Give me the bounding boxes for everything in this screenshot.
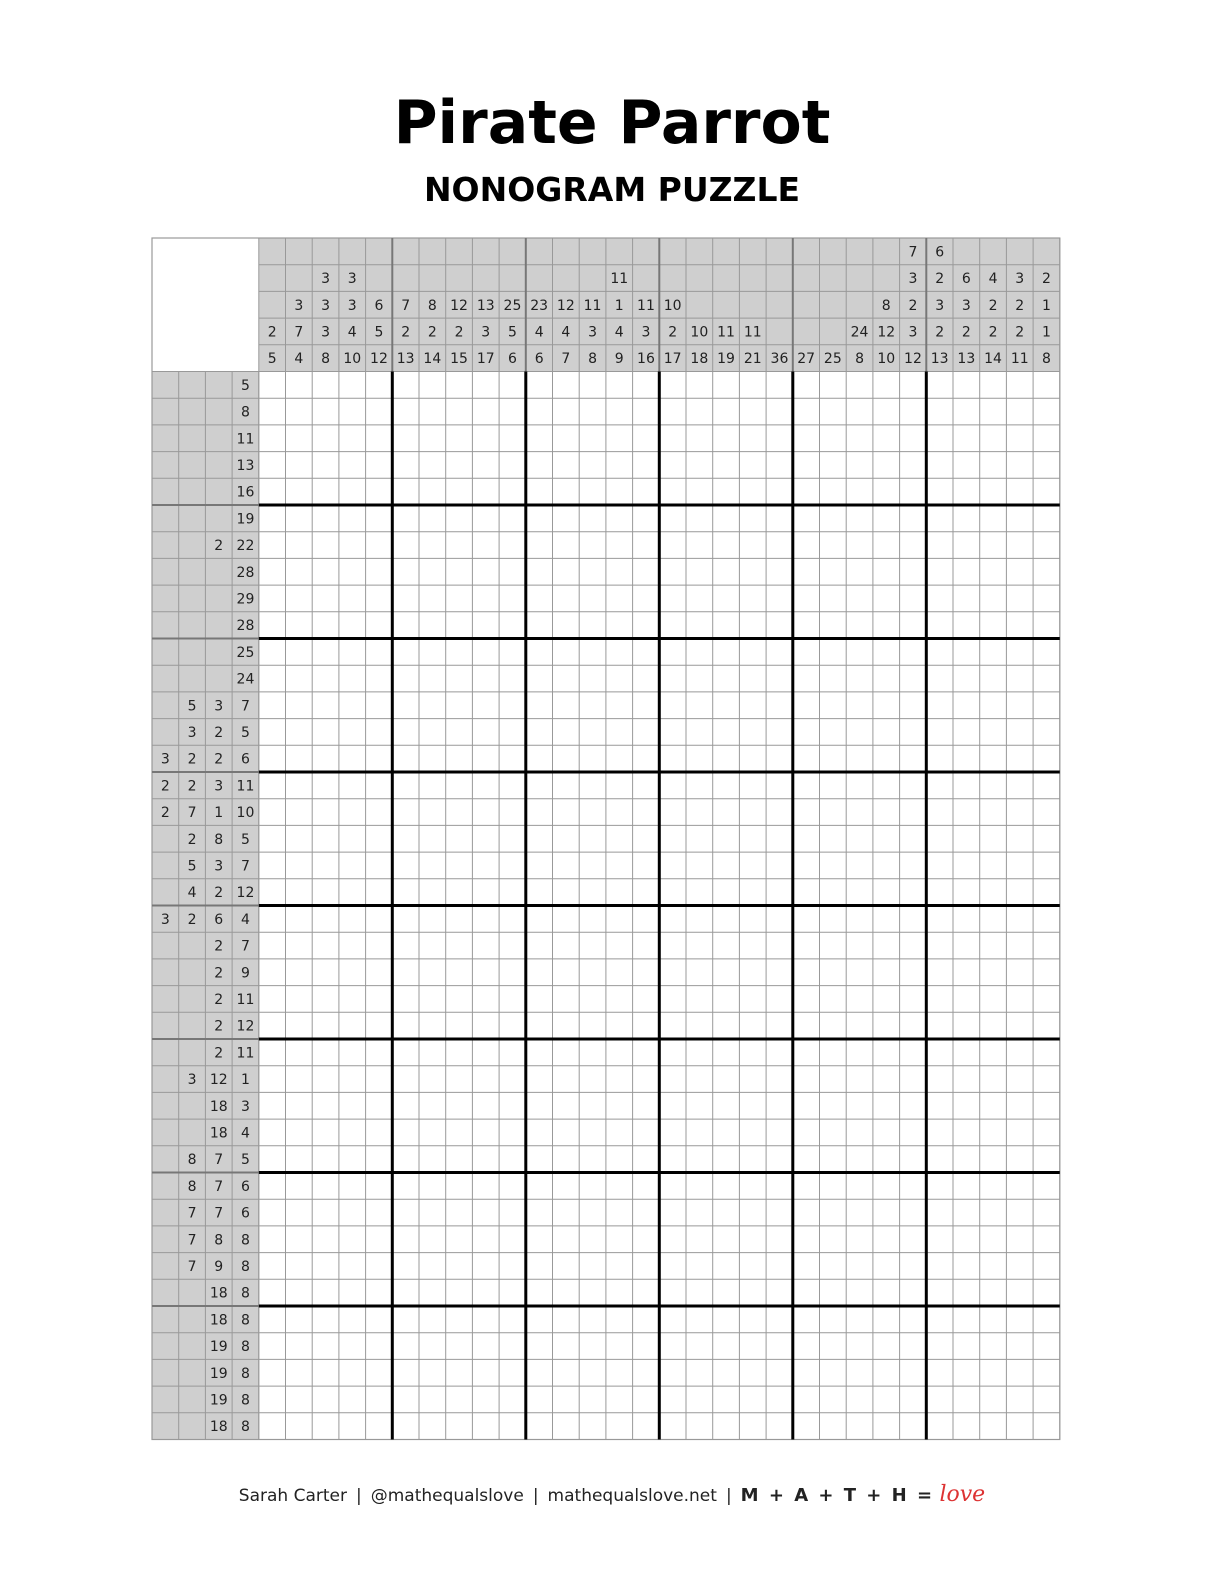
row-clue: 1: [214, 805, 224, 822]
column-clue: 6: [374, 297, 384, 314]
footer-separator: |: [725, 1486, 732, 1506]
row-clue: 18: [209, 1419, 228, 1436]
row-clue: 25: [236, 644, 255, 661]
column-clue: 5: [267, 351, 277, 368]
row-clue: 2: [214, 991, 224, 1008]
row-clue: 7: [240, 858, 250, 875]
row-clue: 7: [214, 1205, 224, 1222]
column-clue: 10: [877, 351, 896, 368]
column-clue: 13: [957, 351, 976, 368]
column-clue: 16: [637, 351, 655, 368]
column-clue: 3: [641, 324, 651, 341]
column-clue: 8: [881, 297, 891, 314]
row-clue: 8: [187, 1178, 197, 1195]
row-clue: 5: [240, 377, 250, 394]
column-clue: 11: [743, 324, 762, 341]
column-clue: 17: [476, 351, 495, 368]
column-clue: 4: [614, 324, 624, 341]
row-clue: 5: [240, 1152, 250, 1169]
column-clue: 6: [507, 351, 517, 368]
column-clue: 3: [321, 297, 331, 314]
column-clue: 2: [988, 297, 998, 314]
column-clue: 3: [961, 297, 971, 314]
column-clue: 6: [534, 351, 544, 368]
row-clue: 13: [236, 457, 255, 474]
row-clue: 6: [240, 751, 250, 768]
column-clue: 17: [663, 351, 682, 368]
column-clue: 14: [984, 351, 1002, 368]
row-clue: 8: [214, 831, 224, 848]
column-clue: 3: [935, 297, 945, 314]
row-clue: 2: [214, 538, 224, 555]
row-clue: 2: [214, 1018, 224, 1035]
page-title: Pirate Parrot: [393, 88, 831, 158]
row-clue: 5: [187, 698, 197, 715]
column-clue: 36: [770, 351, 789, 368]
row-clue: 7: [240, 938, 250, 955]
row-clue: 5: [240, 831, 250, 848]
column-clue: 25: [503, 297, 522, 314]
row-clue: 3: [240, 1098, 250, 1115]
row-clue: 2: [187, 831, 197, 848]
row-clue: 2: [214, 724, 224, 741]
row-clue: 8: [187, 1152, 197, 1169]
row-clue: 2: [187, 778, 197, 795]
column-clue: 4: [347, 324, 357, 341]
row-clue: 8: [214, 1232, 224, 1249]
column-clue: 13: [930, 351, 949, 368]
footer-brand: M + A + T + H =: [740, 1485, 935, 1506]
row-clue: 6: [240, 1205, 250, 1222]
column-clue: 11: [717, 324, 735, 341]
row-clue: 19: [209, 1365, 228, 1382]
column-clue: 4: [561, 324, 571, 341]
row-clue: 10: [236, 805, 255, 822]
row-clue: 28: [236, 564, 255, 581]
row-clue: 18: [209, 1125, 228, 1142]
row-clue: 8: [240, 1258, 250, 1275]
column-clue: 8: [427, 297, 437, 314]
column-clue: 7: [561, 351, 571, 368]
column-clue: 2: [1041, 271, 1051, 288]
column-clue: 3: [908, 271, 918, 288]
row-clue: 3: [187, 1072, 197, 1089]
row-clue: 7: [187, 1232, 197, 1249]
column-clue: 13: [396, 351, 415, 368]
row-clue: 18: [209, 1285, 228, 1302]
column-clue: 9: [614, 351, 624, 368]
row-clue: 11: [236, 991, 255, 1008]
column-clue: 8: [855, 351, 865, 368]
row-clue: 18: [209, 1098, 228, 1115]
row-clue: 8: [240, 1419, 250, 1436]
column-clue: 15: [450, 351, 468, 368]
column-clue: 12: [904, 351, 922, 368]
column-clue: 3: [481, 324, 491, 341]
column-clue: 8: [321, 351, 331, 368]
row-clue: 24: [236, 671, 255, 688]
row-clue: 9: [214, 1258, 224, 1275]
column-clue: 2: [988, 324, 998, 341]
row-clue: 2: [214, 885, 224, 902]
column-clue: 11: [610, 271, 629, 288]
column-clue: 2: [961, 324, 971, 341]
column-clue: 6: [935, 244, 945, 261]
column-clue: 11: [583, 297, 602, 314]
row-clue: 6: [214, 911, 224, 928]
footer: [0, 1482, 1224, 1507]
row-clue: 19: [209, 1392, 228, 1409]
row-clue: 3: [214, 858, 224, 875]
row-clue: 2: [214, 751, 224, 768]
column-clue: 12: [556, 297, 575, 314]
row-clue: 1: [240, 1072, 250, 1089]
row-clue: 7: [214, 1152, 224, 1169]
column-clue: 13: [476, 297, 495, 314]
row-clue: 11: [236, 778, 255, 795]
column-clue: 5: [507, 324, 517, 341]
column-clue: 11: [637, 297, 655, 314]
column-clue: 3: [321, 271, 331, 288]
row-clue: 3: [214, 778, 224, 795]
row-clue: 12: [236, 1018, 255, 1035]
column-clue: 7: [401, 297, 411, 314]
row-clue: 2: [214, 938, 224, 955]
footer-separator: |: [532, 1486, 539, 1506]
column-clue: 2: [668, 324, 678, 341]
column-clue: 3: [347, 271, 357, 288]
row-clue: 6: [240, 1178, 250, 1195]
column-clue: 7: [908, 244, 918, 261]
column-clue: 5: [374, 324, 384, 341]
column-clue: 12: [450, 297, 468, 314]
row-clue: 29: [236, 591, 255, 608]
row-clue: 7: [214, 1178, 224, 1195]
column-clue: 2: [454, 324, 464, 341]
row-clue: 7: [187, 805, 197, 822]
row-clue: 8: [240, 1285, 250, 1302]
row-clue: 7: [187, 1205, 197, 1222]
footer-handle: @mathequalslove: [370, 1486, 524, 1506]
column-clue: 19: [717, 351, 735, 368]
row-clue: 2: [214, 1045, 224, 1062]
column-clue: 12: [877, 324, 896, 341]
row-clue: 8: [240, 1339, 250, 1356]
column-clue: 3: [347, 297, 357, 314]
row-clue: 2: [160, 805, 170, 822]
row-clue: 19: [236, 511, 255, 528]
row-clue: 5: [187, 858, 197, 875]
row-clue: 3: [214, 698, 224, 715]
column-clue: 10: [690, 324, 709, 341]
column-clue: 8: [1041, 351, 1051, 368]
column-clue: 12: [370, 351, 388, 368]
row-clue: 7: [187, 1258, 197, 1275]
row-clue: 8: [240, 1312, 250, 1329]
column-clue: 23: [530, 297, 549, 314]
row-clue: 3: [160, 751, 170, 768]
column-clue: 3: [1015, 271, 1025, 288]
column-clue: 10: [343, 351, 362, 368]
row-clue: 22: [236, 538, 255, 555]
column-clue: 2: [401, 324, 411, 341]
row-clue: 12: [209, 1072, 228, 1089]
column-clue: 1: [1041, 324, 1051, 341]
column-clue: 3: [588, 324, 598, 341]
footer-love-logo: love: [939, 1482, 986, 1507]
row-clue: 2: [160, 778, 170, 795]
column-clue: 2: [427, 324, 437, 341]
row-clue: 2: [187, 911, 197, 928]
column-clue: 25: [823, 351, 842, 368]
row-clue: 2: [187, 751, 197, 768]
column-clue: 21: [743, 351, 762, 368]
row-clue: 3: [160, 911, 170, 928]
column-clue: 27: [797, 351, 816, 368]
footer-author: Sarah Carter: [238, 1486, 347, 1506]
footer-site: mathequalslove.net: [547, 1486, 717, 1506]
column-clue: 14: [423, 351, 442, 368]
row-clue: 11: [236, 1045, 255, 1062]
column-clue: 4: [988, 271, 998, 288]
row-clue: 3: [187, 724, 197, 741]
column-clue: 1: [614, 297, 624, 314]
column-clue: 2: [935, 271, 945, 288]
row-clue: 8: [240, 1232, 250, 1249]
column-clue: 2: [267, 324, 277, 341]
row-clue: 4: [240, 1125, 250, 1142]
page-subtitle: NONOGRAM PUZZLE: [423, 170, 801, 209]
row-clue: 28: [236, 618, 255, 635]
row-clue: 18: [209, 1312, 228, 1329]
column-clue: 1: [1041, 297, 1051, 314]
row-clue: 8: [240, 404, 250, 421]
column-clue: 8: [588, 351, 598, 368]
column-clue: 24: [850, 324, 869, 341]
row-clue: 8: [240, 1392, 250, 1409]
column-clue: 3: [294, 297, 304, 314]
row-clue: 8: [240, 1365, 250, 1382]
row-clue: 4: [187, 885, 197, 902]
row-clue: 19: [209, 1339, 228, 1356]
column-clue: 11: [1010, 351, 1029, 368]
row-clue: 11: [236, 431, 255, 448]
column-clue: 7: [294, 324, 304, 341]
footer-separator: |: [355, 1486, 362, 1506]
column-clue: 4: [294, 351, 304, 368]
row-clue: 7: [240, 698, 250, 715]
row-clue: 12: [236, 885, 255, 902]
row-clue: 4: [240, 911, 250, 928]
row-clue: 2: [214, 965, 224, 982]
column-clue: 4: [534, 324, 544, 341]
column-clue: 18: [690, 351, 709, 368]
column-clue: 2: [1015, 297, 1025, 314]
column-clue: 3: [321, 324, 331, 341]
row-clue: 16: [236, 484, 255, 501]
column-clue: 3: [908, 324, 918, 341]
row-clue: 9: [240, 965, 250, 982]
column-clue: 10: [663, 297, 682, 314]
row-clue: 5: [240, 724, 250, 741]
column-clue: 2: [935, 324, 945, 341]
column-clue: 2: [908, 297, 918, 314]
column-clue: 2: [1015, 324, 1025, 341]
column-clue: 6: [961, 271, 971, 288]
